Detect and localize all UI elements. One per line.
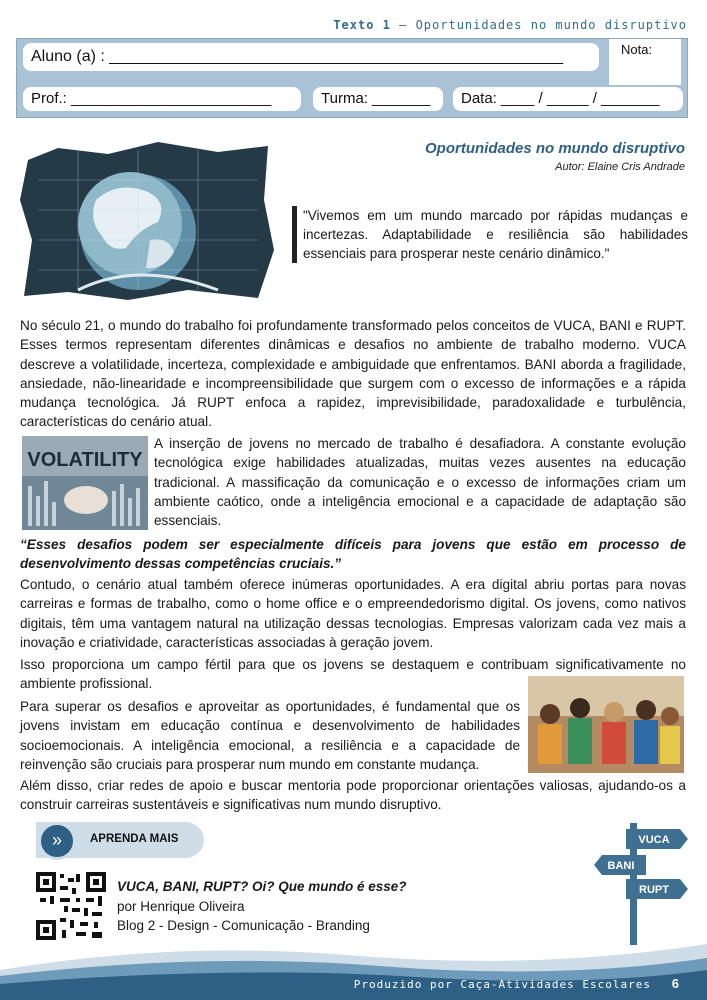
header-text-suffix: – Oportunidades no mundo disruptivo [390,18,687,32]
reference-blog: Blog 2 - Design - Comunicação - Branding [117,918,370,933]
header-text-prefix: Texto 1 [333,18,391,32]
volatility-word: VOLATILITY [27,449,143,471]
paragraph-6: Para superar os desafios e aproveitar as oportunidades, é fundamental que os jovens invistam em educação contínua e desenvolvimento de habilidades socioemocionais. A inteligência emocional, a resiliência e a capacidade de reinvenção são cruciais para prosperar num mundo em constante mudança. [20,699,520,772]
footer-credit: Produzido por Caça-Atividades Escolares [353,978,651,991]
paragraph-1: No século 21, o mundo do trabalho foi profundamente transformado pelos conceitos de VUCA, BANI e RUPT. Esses termos representam diferentes dinâmicas e desafios no ambiente de trabalho moderno. VUCA descreve a volatilidade, incerteza, complexidade e ambiguidade que enfrentamos. BANI aborda a fragilidade, ansiedade, não-linearidade e incompreensibilidade que surgem com o excesso de informações e a rápida mudança tecnológica. Já RUPT enfoca a rapidez, imprevisibilidade, paradoxalidade e turbulência, características do cenário atual. [20,318,686,430]
paragraph-5: Isso proporciona um campo fértil para que os jovens se destaquem e contribuam significativamente no ambiente profissional. [20,657,686,692]
article-author: Autor: Elaine Cris Andrade [555,161,685,173]
aluno-field[interactable]: Aluno (a) : ___________________________________________________ [23,43,599,71]
page-number: 6 [671,976,679,991]
turma-field[interactable]: Turma: _______ [313,87,443,111]
paragraph-7: Além disso, criar redes de apoio e buscar mentoria pode proporcionar orientações valiosas, ajudando-os a construir carreiras sustentáveis e significativas num mundo disruptivo. [20,778,686,813]
signpost-vuca: VUCA [638,834,670,846]
highlight-quote: “Esses desafios podem ser especialmente difíceis para jovens que estão em processo de desenvolvimento dessas competências cruciais.” [20,537,686,572]
reference-author: por Henrique Oliveira [117,899,245,914]
paragraph-4: Contudo, o cenário atual também oferece inúmeras oportunidades. A era digital abriu portas para novas carreiras e formas de trabalho, como o home office e o empreendedorismo digital. Os jovens, como nativos digitais, têm uma vantagem natural na utilização dessas tecnologias. Empresas valorizam cada vez mais a inovação e criatividade, características associadas à geração jovem. [20,577,686,650]
volatility-image [22,436,148,530]
chevron-right-icon: » [38,822,76,860]
intro-quote: "Vivemos em um mundo marcado por rápidas mudanças e incertezas. Adaptabilidade e resiliência são habilidades essenciais para prosperar neste cenário dinâmico." [292,206,688,263]
signpost-rupt: RUPT [639,884,669,896]
student-form [16,38,688,118]
data-field[interactable]: Data: ____ / _____ / _______ [453,87,683,111]
signpost-bani: BANI [607,860,635,872]
article-title: Oportunidades no mundo disruptivo [425,140,685,157]
nota-field[interactable]: Nota: [609,39,681,85]
learn-more-label: APRENDA MAIS [90,833,179,845]
prof-field[interactable]: Prof.: ________________________ [23,87,301,111]
paragraph-2: A inserção de jovens no mercado de trabalho é desafiadora. A constante evolução tecnológica exige habilidades atualizadas, muitas vezes ausentes na educação tradicional. A massificação da comunicação e o excesso de informações criam um ambiente caótico, onde a inteligência emocional e a capacidade de adaptação são essenciais. [154,436,686,529]
reference-title[interactable]: VUCA, BANI, RUPT? Oi? Que mundo é esse? [117,879,407,894]
globe-image [18,140,276,302]
header-tag [333,18,687,32]
students-photo [528,676,684,773]
signpost-illustration [590,815,695,945]
